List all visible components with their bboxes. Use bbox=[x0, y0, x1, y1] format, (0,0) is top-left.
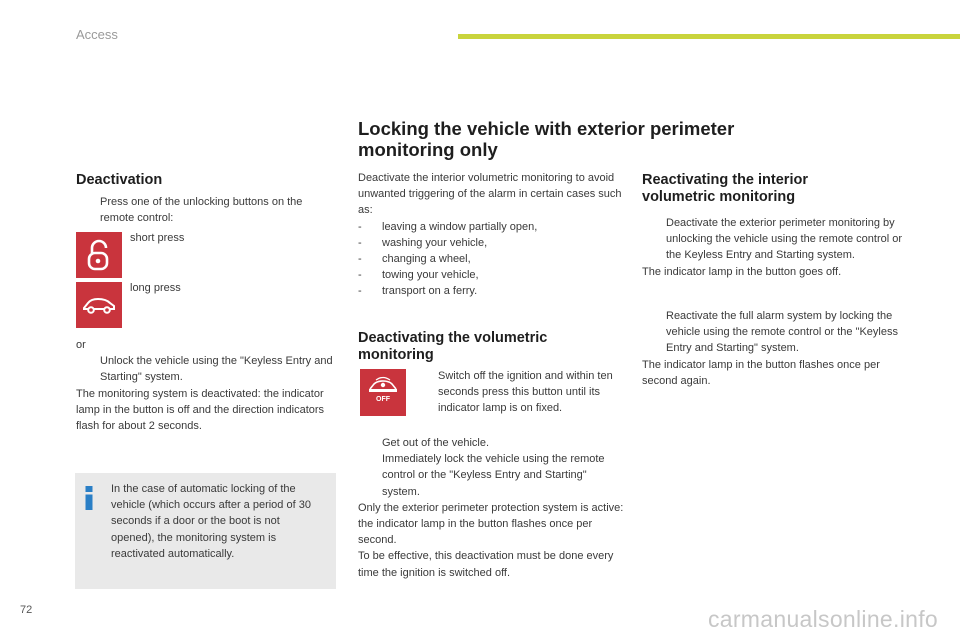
info-box bbox=[75, 473, 336, 589]
center-intro-block bbox=[358, 170, 624, 300]
step-text: Immediately lock the vehicle using the remote control or the "Keyless Entry and Starting" system. bbox=[382, 453, 605, 498]
center-intro: Deactivate the interior volumetric monitoring to avoid unwanted triggering of the alarm in certain cases such as: bbox=[358, 172, 622, 217]
info-text: In the case of automatic locking of the vehicle (which occurs after a period of 30 seconds if a door or the boot is not opened), the monitoring system is reactivated automatically. bbox=[111, 483, 311, 560]
car-button-icon-box bbox=[76, 282, 122, 328]
step-text: Unlock the vehicle using the "Keyless Entry and Starting" system. bbox=[100, 355, 333, 384]
list-item: - towing your vehicle, bbox=[358, 269, 479, 282]
reactivating-block-1 bbox=[642, 215, 908, 280]
list-item: - washing your vehicle, bbox=[358, 236, 488, 249]
center-result-1: Only the exterior perimeter protection system is active: the indicator lamp in the button flashes once per second. bbox=[358, 501, 624, 547]
car-icon bbox=[81, 295, 117, 315]
reactivating-result-2: The indicator lamp in the button flashes once per second again. bbox=[642, 358, 880, 387]
or-text: or bbox=[76, 339, 86, 351]
reactivating-heading: Reactivating the interior volumetric monitoring bbox=[642, 172, 808, 205]
page-number: 72 bbox=[20, 604, 33, 616]
list-item: - transport on a ferry. bbox=[358, 285, 478, 298]
unlock-padlock-icon bbox=[84, 238, 114, 272]
switch-off-step bbox=[414, 368, 624, 417]
short-press-label: short press bbox=[130, 232, 185, 244]
reactivating-block-2 bbox=[642, 308, 908, 389]
deactivation-heading: Deactivation bbox=[76, 172, 163, 188]
long-press-label: long press bbox=[130, 282, 181, 294]
step-text: Reactivate the full alarm system by locking the vehicle using the remote control or the "Keyless Entry and Starting" system. bbox=[666, 310, 898, 355]
main-title: Locking the vehicle with exterior perimeter monitoring only bbox=[358, 118, 735, 160]
unlock-button-icon-box bbox=[76, 232, 122, 278]
volumetric-off-icon bbox=[365, 375, 401, 395]
step-text: Get out of the vehicle. bbox=[382, 437, 490, 449]
deactivation-step-1 bbox=[76, 194, 338, 226]
step-text: Press one of the unlocking buttons on the remote control: bbox=[100, 196, 303, 225]
info-icon bbox=[85, 486, 93, 510]
off-label: OFF bbox=[376, 395, 390, 403]
deactivation-result: The monitoring system is deactivated: the indicator lamp in the button is off and the direction indicators flash for about 2 seconds. bbox=[76, 387, 325, 433]
list-item: - changing a wheel, bbox=[358, 253, 471, 266]
header-accent-bar bbox=[458, 34, 960, 39]
step-text: Switch off the ignition and within ten seconds press this button until its indicator lamp is on fixed. bbox=[438, 370, 613, 415]
deactivating-volumetric-heading: Deactivating the volumetric monitoring bbox=[358, 330, 548, 363]
watermark: carmanualsonline.info bbox=[707, 606, 938, 632]
center-steps-block bbox=[358, 435, 624, 581]
step-text: Deactivate the exterior perimeter monitoring by unlocking the vehicle using the remote control or the Keyless Entry and Starting system. bbox=[666, 217, 903, 262]
center-result-2: To be effective, this deactivation must be done every time the ignition is switched off. bbox=[358, 550, 614, 579]
reactivating-result-1: The indicator lamp in the button goes off. bbox=[642, 265, 842, 278]
deactivation-or-block bbox=[76, 337, 338, 434]
page-section-title: Access bbox=[76, 27, 118, 42]
volumetric-button-icon-box bbox=[360, 369, 406, 416]
list-item: - leaving a window partially open, bbox=[358, 220, 538, 233]
